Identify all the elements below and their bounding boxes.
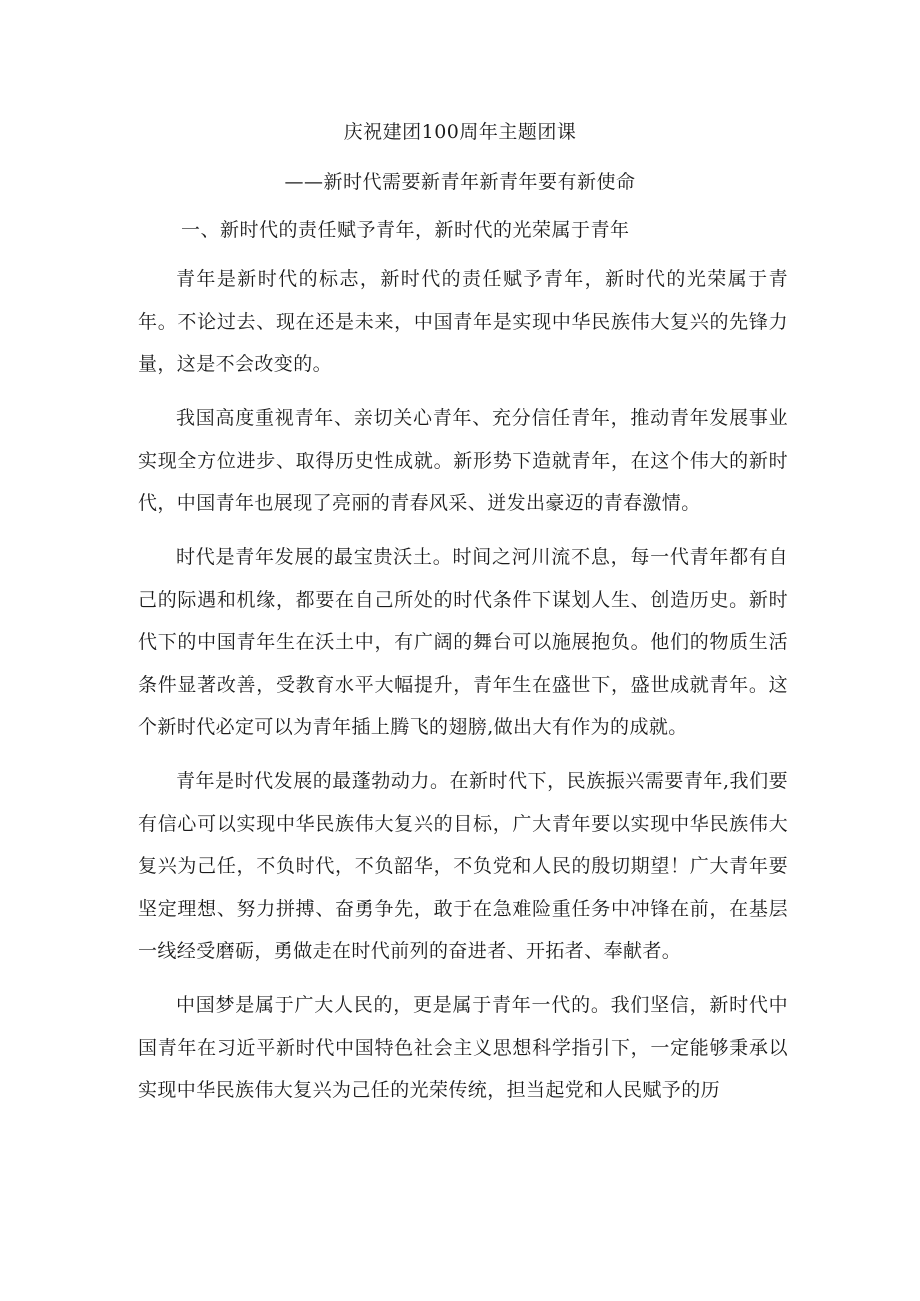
paragraph-4: 青年是时代发展的最蓬勃动力。在新时代下，民族振兴需要青年,我们要有信心可以实现中华民族伟大复兴的目标，广大青年要以实现中华民族伟大复兴为己任，不负时代，不负韶华，不负党和人民的殷切期望！广大青年要坚定理想、努力拼搏、奋勇争先，敢于在急难险重任务中冲锋在前，在基层一线经受磨砺，勇做走在时代前列的奋进者、开拓者、奉献者。 bbox=[138, 770, 788, 962]
paragraph-1: 青年是新时代的标志，新时代的责任赋予青年，新时代的光荣属于青年。不论过去、现在还是未来，中国青年是实现中华民族伟大复兴的先锋力量，这是不会改变的。 bbox=[138, 268, 788, 375]
paragraph-5: 中国梦是属于广大人民的，更是属于青年一代的。我们坚信，新时代中国青年在习近平新时代中国特色社会主义思想科学指引下，一定能够秉承以实现中华民族伟大复兴为己任的光荣传统，担当起党和人民赋予的历 bbox=[138, 994, 788, 1101]
document-body bbox=[138, 258, 788, 1123]
document-title: 庆祝建团100周年主题团课 bbox=[343, 121, 577, 143]
document-subtitle: ——新时代需要新青年新青年要有新使命 bbox=[284, 171, 636, 193]
section-heading: 一、新时代的责任赋予青年，新时代的光荣属于青年 bbox=[181, 219, 630, 241]
paragraph-3: 时代是青年发展的最宝贵沃土。时间之河川流不息，每一代青年都有自己的际遇和机缘，都要在自己所处的时代条件下谋划人生、创造历史。新时代下的中国青年生在沃土中，有广阔的舞台可以施展抱负。他们的物质生活条件显著改善，受教育水平大幅提升，青年生在盛世下，盛世成就青年。这个新时代必定可以为青年插上腾飞的翅膀,做出大有作为的成就。 bbox=[138, 546, 788, 738]
paragraph-2: 我国高度重视青年、亲切关心青年、充分信任青年，推动青年发展事业实现全方位进步、取得历史性成就。新形势下造就青年，在这个伟大的新时代，中国青年也展现了亮丽的青春风采、迸发出豪迈的青春激情。 bbox=[138, 407, 788, 514]
